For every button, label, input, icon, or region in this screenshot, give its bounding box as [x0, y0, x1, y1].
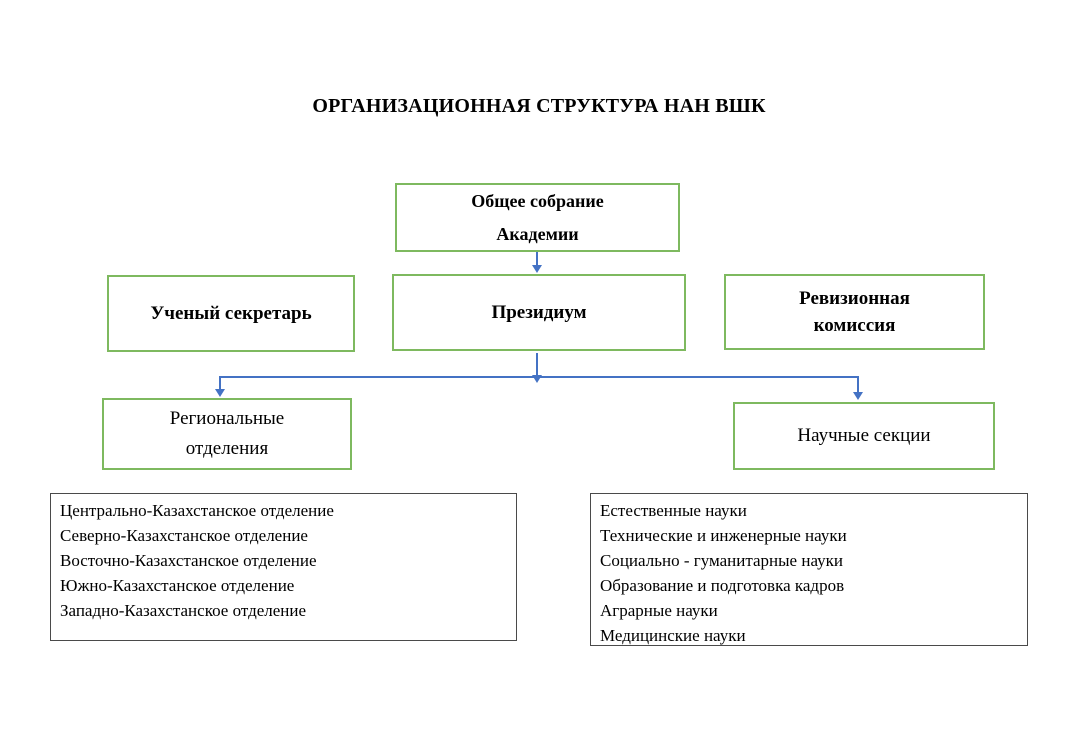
general-assembly-line1: Общее собрание [471, 190, 604, 211]
connector-horizontal-line [219, 376, 859, 378]
box-general-assembly [395, 183, 680, 252]
box-audit-commission [724, 274, 985, 350]
connector-sections-line [857, 377, 859, 393]
list-item: Центрально-Казахстанское отделение [60, 501, 334, 520]
list-item: Южно-Казахстанское отделение [60, 576, 295, 595]
regional-branches-line1: Региональные [169, 408, 285, 429]
box-scientific-sections [733, 402, 995, 470]
regional-branches-line2: отделения [185, 438, 269, 459]
list-item: Аграрные науки [600, 601, 718, 620]
box-regional-branches [102, 398, 352, 470]
list-item: Социально - гуманитарные науки [600, 551, 843, 570]
list-item: Естественные науки [600, 501, 747, 520]
connector-assembly-presidium-line [536, 252, 538, 266]
arrowhead-presidium-icon [532, 265, 542, 273]
box-scientific-secretary [107, 275, 355, 352]
list-item: Северно-Казахстанское отделение [60, 526, 308, 545]
general-assembly-line2: Академии [496, 223, 579, 244]
list-item: Технические и инженерные науки [600, 526, 847, 545]
list-item: Образование и подготовка кадров [600, 576, 845, 595]
list-item: Медицинские науки [600, 626, 746, 645]
scientific-sections-list [590, 493, 1028, 646]
audit-commission-line1: Ревизионная [799, 288, 910, 309]
arrowhead-sections-icon [853, 392, 863, 400]
audit-commission-line2: комиссия [813, 315, 896, 336]
scientific-sections-label: Научные секции [797, 425, 931, 446]
list-item: Западно-Казахстанское отделение [60, 601, 307, 620]
box-presidium [392, 274, 686, 351]
regional-branches-list [50, 493, 517, 641]
page-title: ОРГАНИЗАЦИОННАЯ СТРУКТУРА НАН ВШК [312, 95, 766, 117]
connector-presidium-down-line [536, 353, 538, 377]
arrowhead-regional-icon [215, 389, 225, 397]
scientific-secretary-label: Ученый секретарь [150, 302, 312, 324]
list-item: Восточно-Казахстанское отделение [60, 551, 317, 570]
presidium-label: Президиум [491, 301, 587, 323]
